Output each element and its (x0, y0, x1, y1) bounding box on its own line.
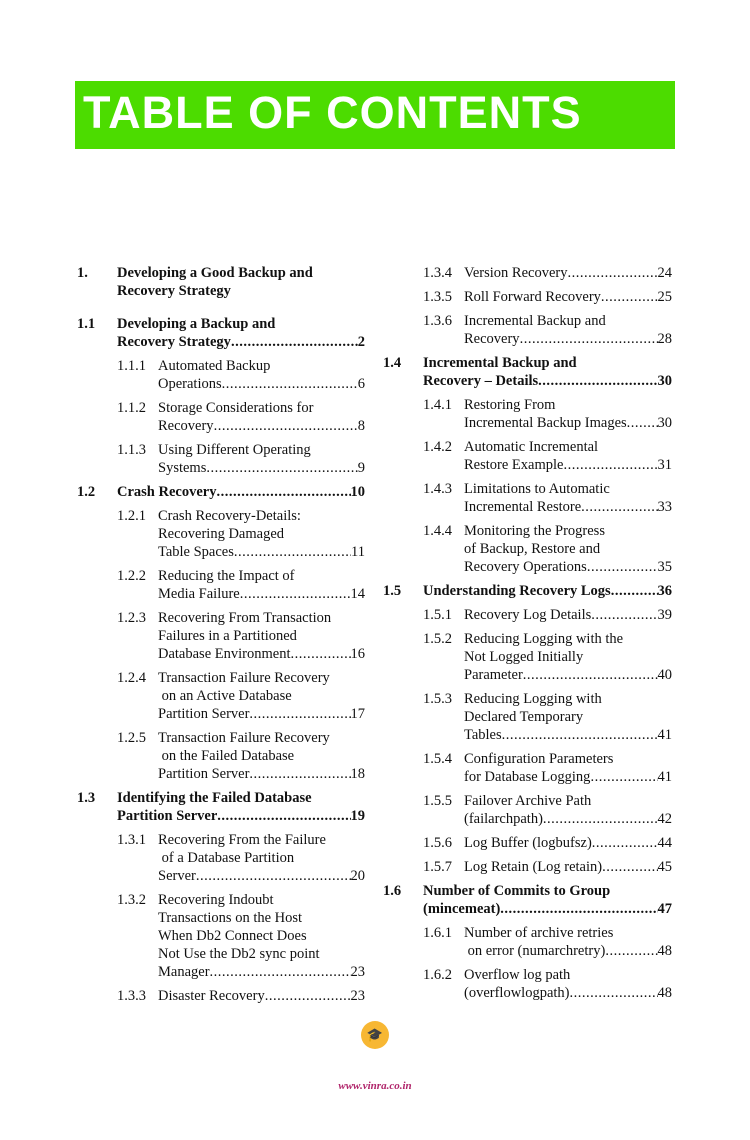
toc-entry-title: Using Different Operating (158, 442, 311, 458)
toc-entry-number: 1.5.5 (423, 793, 452, 809)
dot-leader (206, 459, 357, 477)
toc-entry-number: 1.4.3 (423, 481, 452, 497)
toc-entry-title: Recovery Strategy (117, 283, 231, 299)
toc-entry-title: Recovery Strategy (117, 334, 231, 350)
toc-entry-title: Developing a Good Backup and (117, 265, 313, 281)
toc-entry-page: 8 (357, 418, 365, 434)
toc-entry[interactable] (383, 312, 672, 348)
dot-leader (605, 942, 657, 960)
toc-entry[interactable] (383, 630, 672, 684)
toc-entry[interactable] (383, 288, 672, 306)
toc-entry-title: Version Recovery (464, 265, 568, 281)
dot-leader (249, 705, 350, 723)
toc-entry-title: Recovery Operations (464, 559, 587, 575)
toc-entry-number: 1.3.4 (423, 265, 452, 281)
toc-entry[interactable] (77, 567, 365, 603)
toc-entry-title: Number of Commits to Group (423, 883, 611, 899)
toc-entry-title: (mincemeat) (423, 901, 501, 917)
toc-entry[interactable] (77, 441, 365, 477)
toc-entry-title: Incremental Backup and (423, 355, 577, 371)
toc-left-column (77, 264, 365, 1011)
dot-leader (210, 963, 351, 981)
toc-entry[interactable] (77, 483, 365, 501)
toc-entry-page: 40 (657, 667, 672, 683)
toc-entry[interactable] (77, 729, 365, 783)
dot-leader (214, 417, 358, 435)
toc-entry-title: Transaction Failure Recovery (158, 670, 330, 686)
toc-entry-title: Database Environment (158, 646, 291, 662)
dot-leader (240, 585, 351, 603)
toc-entry-title: Number of archive retries (464, 925, 614, 941)
dot-leader (563, 456, 657, 474)
toc-entry[interactable] (77, 669, 365, 723)
dot-leader (520, 330, 658, 348)
toc-entry-page: 17 (350, 706, 365, 722)
toc-entry-page: 11 (351, 544, 365, 560)
dot-leader (222, 375, 358, 393)
toc-entry[interactable] (383, 396, 672, 432)
toc-entry[interactable] (383, 792, 672, 828)
toc-entry-title: Automatic Incremental (464, 439, 599, 455)
dot-leader (216, 483, 350, 501)
toc-entry-number: 1.3 (77, 790, 96, 806)
title-banner (75, 81, 675, 149)
toc-entry-title: Disaster Recovery (158, 988, 265, 1004)
toc-entry-number: 1. (77, 265, 88, 281)
toc-entry-page: 23 (350, 964, 365, 980)
toc-entry-title: Configuration Parameters (464, 751, 614, 767)
toc-entry-page: 16 (350, 646, 365, 662)
toc-entry-title: on the Failed Database (158, 748, 295, 764)
toc-entry[interactable] (383, 606, 672, 624)
dot-leader (523, 666, 658, 684)
toc-entry-page: 9 (357, 460, 365, 476)
toc-entry[interactable] (77, 315, 365, 351)
footer-url[interactable]: www.vinra.co.in (338, 1080, 412, 1092)
toc-entry[interactable] (77, 891, 365, 981)
toc-entry-page: 23 (350, 988, 365, 1004)
dot-leader (249, 765, 350, 783)
toc-entry-title: Incremental Backup and (464, 313, 606, 329)
toc-entry-title: Recovering Damaged (158, 526, 285, 542)
toc-entry-title: Tables (464, 727, 502, 743)
page-title: TABLE OF CONTENTS (83, 87, 582, 138)
toc-entry-page: 10 (350, 484, 365, 500)
toc-entry[interactable] (383, 354, 672, 390)
toc-entry[interactable] (383, 882, 672, 918)
toc-entry[interactable] (77, 789, 365, 825)
toc-entry-number: 1.2.2 (117, 568, 146, 584)
toc-entry-page: 19 (350, 808, 365, 824)
toc-entry-title: Transactions on the Host (158, 910, 303, 926)
dot-leader (217, 807, 350, 825)
dot-leader (570, 984, 658, 1002)
toc-entry-page: 35 (657, 559, 672, 575)
toc-entry-page: 24 (657, 265, 672, 281)
dot-leader (592, 834, 658, 852)
toc-entry-title: Server (158, 868, 196, 884)
toc-entry-page: 45 (657, 859, 672, 875)
toc-entry-number: 1.3.1 (117, 832, 146, 848)
toc-entry-number: 1.4.4 (423, 523, 452, 539)
toc-entry-title: Not Use the Db2 sync point (158, 946, 320, 962)
toc-entry-title: Log Retain (Log retain) (464, 859, 603, 875)
dot-leader (290, 645, 350, 663)
toc-entry[interactable] (77, 357, 365, 393)
toc-entry[interactable] (77, 507, 365, 561)
toc-entry-number: 1.3.3 (117, 988, 146, 1004)
toc-entry-number: 1.2.3 (117, 610, 146, 626)
toc-entry-title: (overflowlogpath) (464, 985, 570, 1001)
toc-entry-number: 1.5.2 (423, 631, 452, 647)
toc-entry-number: 1.1.2 (117, 400, 146, 416)
toc-entry-title: Restore Example (464, 457, 564, 473)
graduation-cap-icon: 🎓 (361, 1021, 389, 1049)
toc-entry-page: 31 (657, 457, 672, 473)
toc-entry-number: 1.5.6 (423, 835, 452, 851)
toc-entry-number: 1.6.2 (423, 967, 452, 983)
toc-right-column (383, 264, 672, 1008)
toc-entry-number: 1.5.4 (423, 751, 452, 767)
dot-leader (590, 768, 657, 786)
toc-entry[interactable] (383, 750, 672, 786)
dot-leader (581, 498, 657, 516)
toc-entry[interactable] (383, 858, 672, 876)
toc-entry-title: Systems (158, 460, 207, 476)
toc-entry[interactable] (77, 264, 365, 300)
toc-entry-title: Automated Backup (158, 358, 271, 374)
toc-entry-page: 30 (657, 373, 672, 389)
dot-leader (601, 288, 658, 306)
toc-entry-title: Parameter (464, 667, 523, 683)
dot-leader (543, 810, 658, 828)
dot-leader (231, 333, 358, 351)
toc-entry-page: 6 (357, 376, 365, 392)
toc-entry-title: Crash Recovery (117, 484, 217, 500)
toc-entry-title: Overflow log path (464, 967, 571, 983)
toc-entry-title: Restoring From (464, 397, 556, 413)
toc-entry[interactable] (77, 399, 365, 435)
toc-entry-title: Declared Temporary (464, 709, 584, 725)
toc-entry[interactable] (383, 834, 672, 852)
toc-entry-title: of Backup, Restore and (464, 541, 601, 557)
dot-leader (611, 582, 658, 600)
toc-entry[interactable] (383, 966, 672, 1002)
toc-entry-title: Table Spaces (158, 544, 234, 560)
toc-entry-number: 1.5 (383, 583, 402, 599)
toc-entry-title: Reducing Logging with (464, 691, 602, 707)
toc-entry-number: 1.1 (77, 316, 96, 332)
dot-leader (538, 372, 657, 390)
toc-entry-title: Manager (158, 964, 210, 980)
toc-entry-number: 1.2.4 (117, 670, 146, 686)
toc-entry-number: 1.4.2 (423, 439, 452, 455)
toc-entry-title: When Db2 Connect Does (158, 928, 307, 944)
toc-entry-title: Partition Server (158, 706, 250, 722)
toc-entry[interactable] (383, 690, 672, 744)
toc-entry-number: 1.3.2 (117, 892, 146, 908)
toc-entry-page: 44 (657, 835, 672, 851)
toc-entry-page: 41 (657, 769, 672, 785)
toc-entry-title: Transaction Failure Recovery (158, 730, 330, 746)
toc-entry-page: 36 (657, 583, 672, 599)
toc-entry-number: 1.2.1 (117, 508, 146, 524)
toc-entry[interactable] (383, 924, 672, 960)
toc-entry[interactable] (383, 264, 672, 282)
dot-leader (500, 900, 657, 918)
toc-entry-title: Reducing the Impact of (158, 568, 295, 584)
toc-entry-title: Not Logged Initially (464, 649, 584, 665)
toc-entry-title: Recovery (464, 331, 520, 347)
toc-entry-page: 18 (350, 766, 365, 782)
toc-entry-number: 1.2.5 (117, 730, 146, 746)
toc-entry-number: 1.6 (383, 883, 402, 899)
toc-entry-title: Partition Server (117, 808, 218, 824)
toc-entry-title: Storage Considerations for (158, 400, 314, 416)
toc-entry-page: 47 (657, 901, 672, 917)
dot-leader (587, 558, 658, 576)
toc-entry-title: Recovery (158, 418, 214, 434)
toc-entry-title: on an Active Database (158, 688, 292, 704)
toc-entry-page: 20 (350, 868, 365, 884)
toc-entry-number: 1.2 (77, 484, 96, 500)
toc-entry-title: Roll Forward Recovery (464, 289, 601, 305)
toc-entry-title: Recovering Indoubt (158, 892, 274, 908)
toc-entry[interactable] (383, 522, 672, 576)
toc-entry-title: Partition Server (158, 766, 250, 782)
toc-entry-number: 1.6.1 (423, 925, 452, 941)
toc-entry-page: 30 (657, 415, 672, 431)
toc-entry-title: of a Database Partition (158, 850, 295, 866)
dot-leader (567, 264, 657, 282)
dot-leader (265, 987, 351, 1005)
toc-entry-title: on error (numarchretry) (464, 943, 606, 959)
toc-entry-title: Recovering From Transaction (158, 610, 332, 626)
toc-entry-title: Monitoring the Progress (464, 523, 605, 539)
dot-leader (591, 606, 657, 624)
toc-entry-title: Media Failure (158, 586, 240, 602)
toc-entry-title: Incremental Backup Images (464, 415, 627, 431)
toc-entry-title: Recovering From the Failure (158, 832, 326, 848)
toc-entry-title: Developing a Backup and (117, 316, 276, 332)
toc-entry-title: Operations (158, 376, 222, 392)
toc-entry-page: 25 (657, 289, 672, 305)
toc-entry-title: Failover Archive Path (464, 793, 592, 809)
dot-leader (602, 858, 657, 876)
toc-entry-title: Incremental Restore (464, 499, 582, 515)
toc-entry-title: Understanding Recovery Logs (423, 583, 611, 599)
toc-entry-page: 42 (657, 811, 672, 827)
dot-leader (196, 867, 351, 885)
toc-entry-page: 39 (657, 607, 672, 623)
toc-entry-page: 14 (350, 586, 365, 602)
toc-entry-number: 1.3.5 (423, 289, 452, 305)
toc-entry-number: 1.5.1 (423, 607, 452, 623)
toc-entry-number: 1.5.7 (423, 859, 452, 875)
toc-entry-page: 28 (657, 331, 672, 347)
toc-entry[interactable] (77, 987, 365, 1005)
toc-entry-page: 33 (657, 499, 672, 515)
toc-entry-number: 1.5.3 (423, 691, 452, 707)
toc-entry[interactable] (77, 609, 365, 663)
toc-entry-title: for Database Logging (464, 769, 591, 785)
toc-entry-title: Reducing Logging with the (464, 631, 624, 647)
toc-entry-page: 2 (357, 334, 365, 350)
toc-entry-number: 1.4.1 (423, 397, 452, 413)
toc-entry-number: 1.4 (383, 355, 402, 371)
toc-entry-page: 48 (657, 943, 672, 959)
toc-entry[interactable] (383, 480, 672, 516)
toc-entry[interactable] (383, 582, 672, 600)
toc-entry-title: Crash Recovery-Details: (158, 508, 301, 524)
toc-entry-title: Identifying the Failed Database (117, 790, 312, 806)
dot-leader (502, 726, 658, 744)
toc-entry-title: Recovery – Details (423, 373, 539, 389)
toc-entry-title: (failarchpath) (464, 811, 543, 827)
toc-entry-title: Failures in a Partitioned (158, 628, 297, 644)
toc-entry-number: 1.1.3 (117, 442, 146, 458)
toc-entry-number: 1.3.6 (423, 313, 452, 329)
toc-entry-number: 1.1.1 (117, 358, 146, 374)
toc-entry-page: 41 (657, 727, 672, 743)
toc-entry[interactable] (383, 438, 672, 474)
toc-entry[interactable] (77, 831, 365, 885)
toc-entry-title: Limitations to Automatic (464, 481, 610, 497)
dot-leader (627, 414, 658, 432)
toc-entry-title: Log Buffer (logbufsz) (464, 835, 592, 851)
toc-entry-page: 48 (657, 985, 672, 1001)
dot-leader (234, 543, 351, 561)
toc-entry-title: Recovery Log Details (464, 607, 592, 623)
